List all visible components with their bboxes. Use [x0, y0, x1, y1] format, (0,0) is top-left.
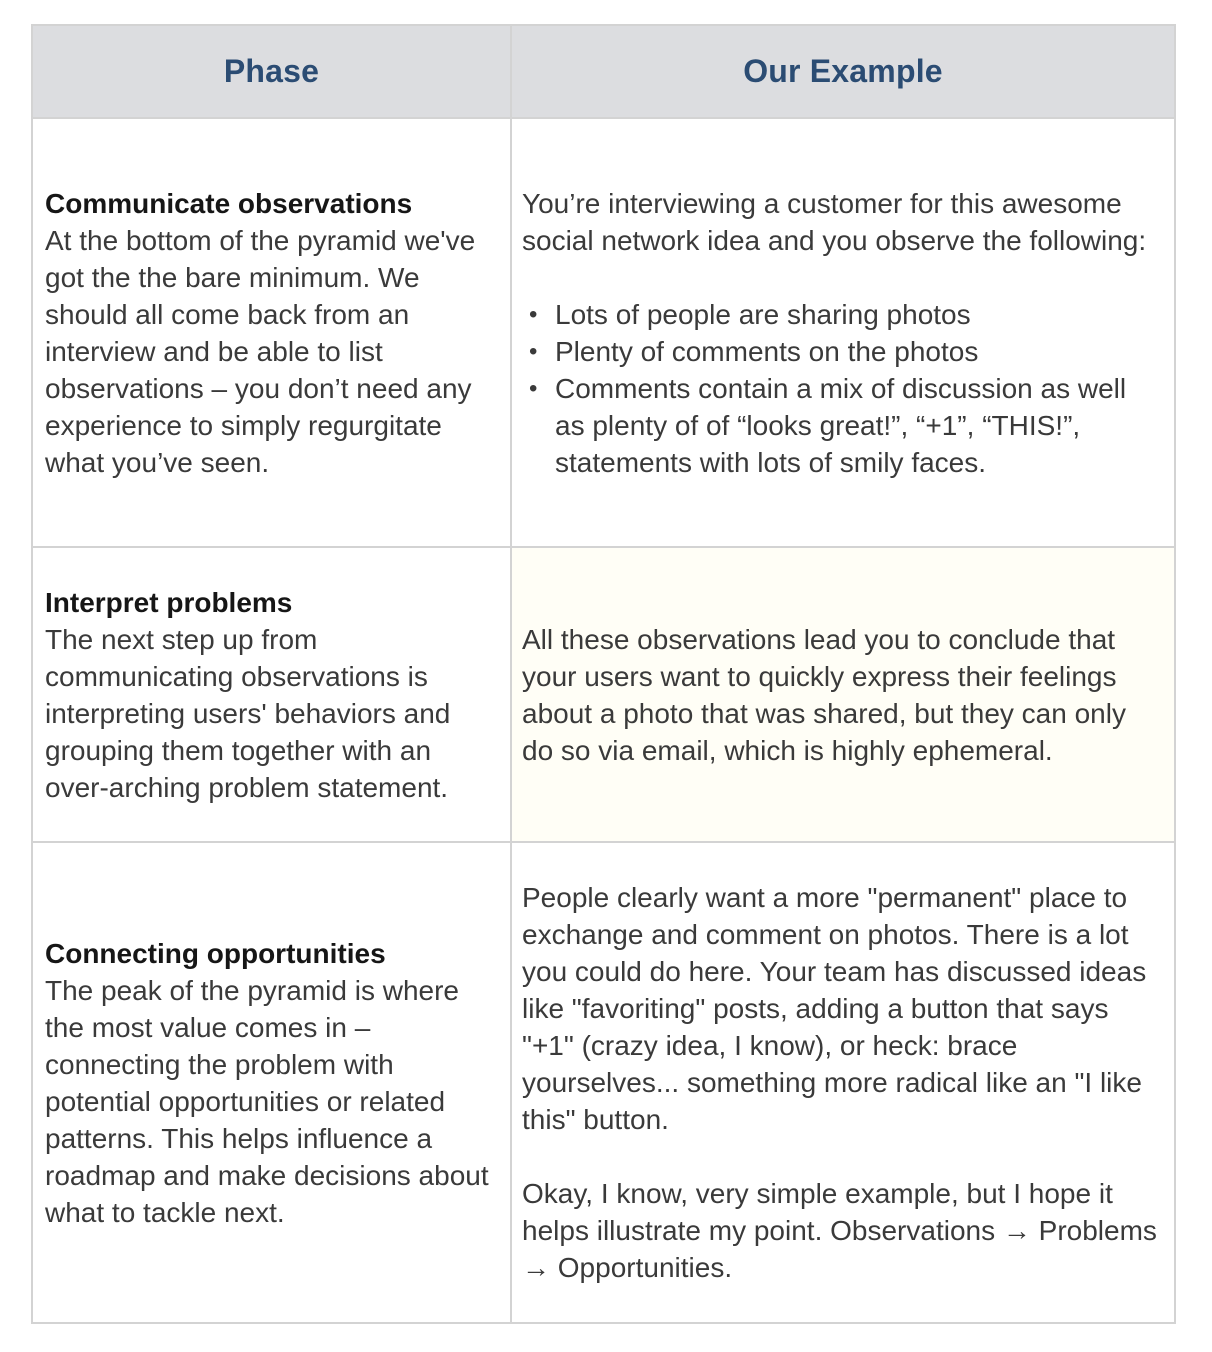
bullet-icon: • — [529, 300, 538, 328]
observation-text: Plenty of comments on the photos — [555, 335, 979, 367]
example-paragraph: People clearly want a more "permanent" place to exchange and comment on photos. There is a lot you could do here. Your team has discussed ideas like "favoriting" posts, adding a button that says "+1" (crazy idea, I know), or heck: brace yourselves... something more radical like an "I like this" button. — [522, 882, 1147, 1135]
example-intro: You’re interviewing a customer for this awesome social network idea and you observe the following: — [522, 187, 1147, 256]
row-connecting-opportunities — [32, 842, 1175, 1323]
observation-item — [522, 333, 1162, 370]
phase-example-table-container — [31, 24, 1174, 1324]
phase-cell-interpret-problems — [32, 547, 511, 842]
example-cell-connecting-opportunities — [511, 842, 1175, 1323]
observation-list — [522, 296, 1162, 481]
bullet-icon: • — [529, 337, 538, 365]
phase-description: The peak of the pyramid is where the most value comes in – connecting the problem with potential opportunities or related patterns. This helps influence a roadmap and make decisions about what to tackle next. — [45, 974, 489, 1228]
example-cell-communicate-observations — [511, 118, 1175, 547]
phase-cell-connecting-opportunities — [32, 842, 511, 1323]
header-row — [32, 25, 1175, 118]
bullet-icon: • — [529, 374, 538, 402]
row-interpret-problems — [32, 547, 1175, 842]
observation-item — [522, 370, 1162, 481]
phase-description: At the bottom of the pyramid we've got the the bare minimum. We should all come back from an interview and be able to list observations – you don’t need any experience to simply regurgitate what you’ve seen. — [45, 224, 476, 478]
observation-text: Comments contain a mix of discussion as well as plenty of of “looks great!”, “+1”, “THIS!”, statements with lots of smily faces. — [555, 372, 1127, 478]
phase-example-table — [31, 24, 1176, 1324]
row-communicate-observations — [32, 118, 1175, 547]
phase-cell-communicate-observations — [32, 118, 511, 547]
column-header-phase: Phase — [32, 25, 511, 118]
example-paragraph: Okay, I know, very simple example, but I hope it helps illustrate my point. Observations → Problems → Opportunities. — [522, 1178, 1157, 1283]
phase-title: Communicate observations — [45, 187, 413, 219]
example-cell-interpret-problems — [511, 547, 1175, 842]
phase-title: Connecting opportunities — [45, 937, 386, 969]
column-header-example: Our Example — [511, 25, 1175, 118]
phase-title: Interpret problems — [45, 586, 293, 618]
phase-description: The next step up from communicating observations is interpreting users' behaviors and grouping them together with an over-arching problem statement. — [45, 623, 451, 803]
observation-text: Lots of people are sharing photos — [555, 298, 971, 330]
observation-item — [522, 296, 1162, 333]
example-paragraph: All these observations lead you to conclude that your users want to quickly express their feelings about a photo that was shared, but they can only do so via email, which is highly ephemeral. — [522, 623, 1126, 766]
